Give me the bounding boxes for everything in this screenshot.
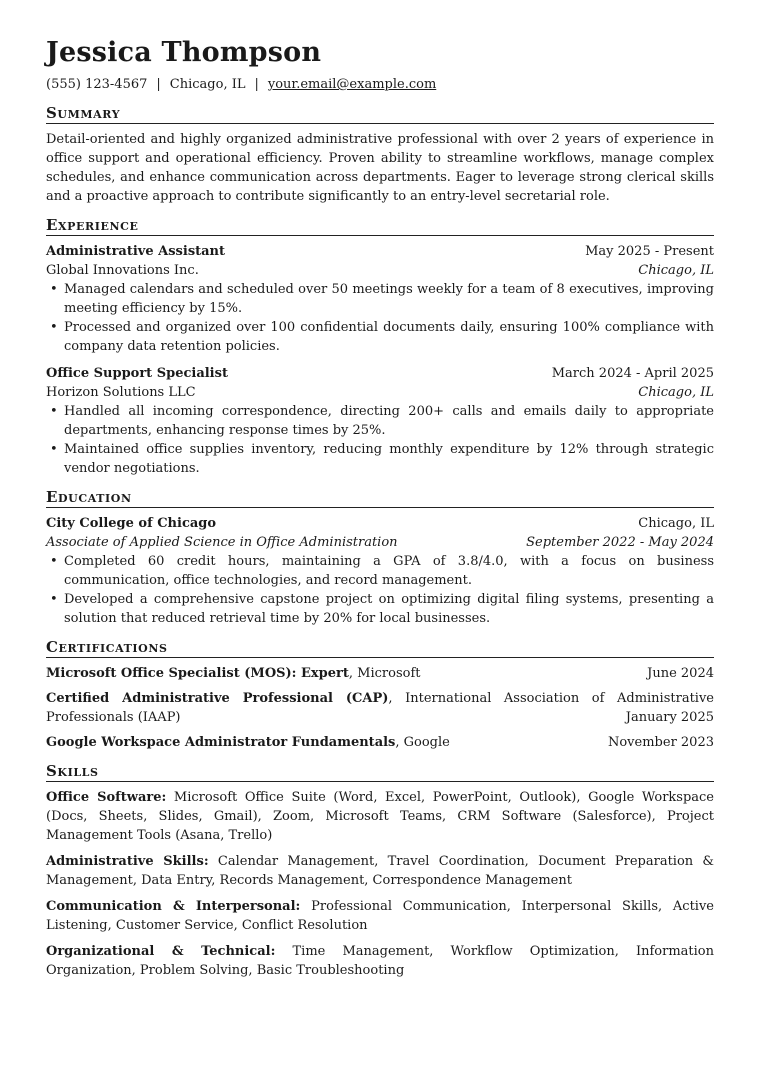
- skill-group-text: Calendar Management, Travel Coordination, Document Preparation & Management, Data Entry, Records Management, Correspondence Management: [46, 854, 714, 888]
- school-name: City College of Chicago: [46, 516, 217, 531]
- email-link[interactable]: your.email@example.com: [267, 77, 437, 92]
- job-dates: March 2024 - April 2025: [551, 366, 714, 381]
- section-heading-skills: Skills: [46, 762, 714, 782]
- bullet-text: Maintained office supplies inventory, reducing monthly expenditure by 12% through strategic vendor negotiations.: [64, 442, 714, 476]
- certification-item: [46, 689, 714, 727]
- contact-line: [46, 76, 714, 94]
- certification-name: Google Workspace Administrator Fundamentals: [46, 735, 396, 750]
- education-entry: [46, 514, 714, 628]
- location: Chicago, IL: [169, 77, 246, 92]
- certification-issuer: , Microsoft: [348, 666, 421, 681]
- bullet-item: [46, 318, 714, 356]
- bullet-icon: •: [50, 320, 58, 335]
- certification-issuer: , Google: [395, 735, 450, 750]
- candidate-name: Jessica Thompson: [46, 37, 322, 68]
- degree: Associate of Applied Science in Office Administration: [46, 535, 398, 550]
- bullet-text: Completed 60 credit hours, maintaining a GPA of 3.8/4.0, with a focus on business communication, office technologies, and record management.: [64, 554, 714, 588]
- bullet-icon: •: [50, 442, 58, 457]
- summary-text: Detail-oriented and highly organized administrative professional with over 2 years of experience in office support and operational efficiency. Proven ability to streamline workflows, manage complex schedules, and enhance communication across departments. Eager to leverage strong clerical skills and a proactive approach to contribute significantly to an entry-level secretarial role.: [46, 132, 714, 204]
- skill-group-text: Time Management, Workflow Optimization, Information Organization, Problem Solving, Basic Troubleshooting: [46, 944, 714, 978]
- experience-entry: [46, 242, 714, 356]
- skill-group-text: Professional Communication, Interpersonal Skills, Active Listening, Customer Service, Conflict Resolution: [46, 899, 714, 933]
- education-dates: September 2022 - May 2024: [526, 535, 714, 550]
- skill-group-label: Office Software:: [46, 790, 167, 805]
- skill-group-label: Administrative Skills:: [46, 854, 209, 869]
- certification-item: [46, 664, 714, 683]
- certification-item: [46, 733, 714, 752]
- experience-entry: [46, 364, 714, 478]
- company-name: Global Innovations Inc.: [46, 263, 199, 278]
- bullet-item: [46, 402, 714, 440]
- certification-date: January 2025: [625, 710, 714, 725]
- certification-name: Certified Administrative Professional (CAP): [46, 691, 389, 706]
- certification-date: November 2023: [607, 735, 714, 750]
- skill-group: [46, 788, 714, 845]
- job-bullets: [46, 280, 714, 356]
- skill-group: [46, 897, 714, 935]
- certification-name: Microsoft Office Specialist (MOS): Expert: [46, 666, 349, 681]
- job-bullets: [46, 402, 714, 478]
- bullet-text: Managed calendars and scheduled over 50 meetings weekly for a team of 8 executives, improving meeting efficiency by 15%.: [64, 282, 714, 316]
- certification-issuer: , International Association of Administrative Professionals (IAAP): [46, 691, 714, 725]
- education-bullets: [46, 552, 714, 628]
- section-heading-certifications: Certifications: [46, 638, 714, 658]
- bullet-item: [46, 280, 714, 318]
- job-location: Chicago, IL: [638, 263, 714, 278]
- bullet-item: [46, 440, 714, 478]
- certification-date: June 2024: [647, 666, 714, 681]
- bullet-icon: •: [50, 554, 58, 569]
- section-heading-experience: Experience: [46, 216, 714, 236]
- job-location: Chicago, IL: [638, 385, 714, 400]
- contact-separator: |: [156, 77, 161, 92]
- skill-group: [46, 852, 714, 890]
- bullet-icon: •: [50, 282, 58, 297]
- bullet-icon: •: [50, 592, 58, 607]
- school-location: Chicago, IL: [638, 516, 714, 531]
- job-dates: May 2025 - Present: [585, 244, 714, 259]
- section-heading-summary: Summary: [46, 104, 714, 124]
- bullet-text: Handled all incoming correspondence, directing 200+ calls and emails daily to appropriate departments, enhancing response times by 25%.: [64, 404, 714, 438]
- skill-group-label: Organizational & Technical:: [46, 944, 276, 959]
- skill-group: [46, 942, 714, 980]
- phone-number: (555) 123-4567: [46, 77, 148, 92]
- contact-separator: |: [254, 77, 259, 92]
- skill-group-text: Microsoft Office Suite (Word, Excel, PowerPoint, Outlook), Google Workspace (Docs, Sheets, Slides, Gmail), Zoom, Microsoft Teams, CRM Software (Salesforce), Project Management Tools (Asana, Trello): [46, 790, 715, 843]
- section-heading-education: Education: [46, 488, 714, 508]
- job-title: Administrative Assistant: [46, 244, 226, 259]
- skill-group-label: Communication & Interpersonal:: [46, 899, 301, 914]
- bullet-item: [46, 552, 714, 590]
- company-name: Horizon Solutions LLC: [46, 385, 196, 400]
- bullet-text: Processed and organized over 100 confidential documents daily, ensuring 100% compliance with company data retention policies.: [64, 320, 714, 354]
- bullet-icon: •: [50, 404, 58, 419]
- bullet-text: Developed a comprehensive capstone project on optimizing digital filing systems, presenting a solution that reduced retrieval time by 20% for local businesses.: [64, 592, 714, 626]
- bullet-item: [46, 590, 714, 628]
- job-title: Office Support Specialist: [46, 366, 228, 381]
